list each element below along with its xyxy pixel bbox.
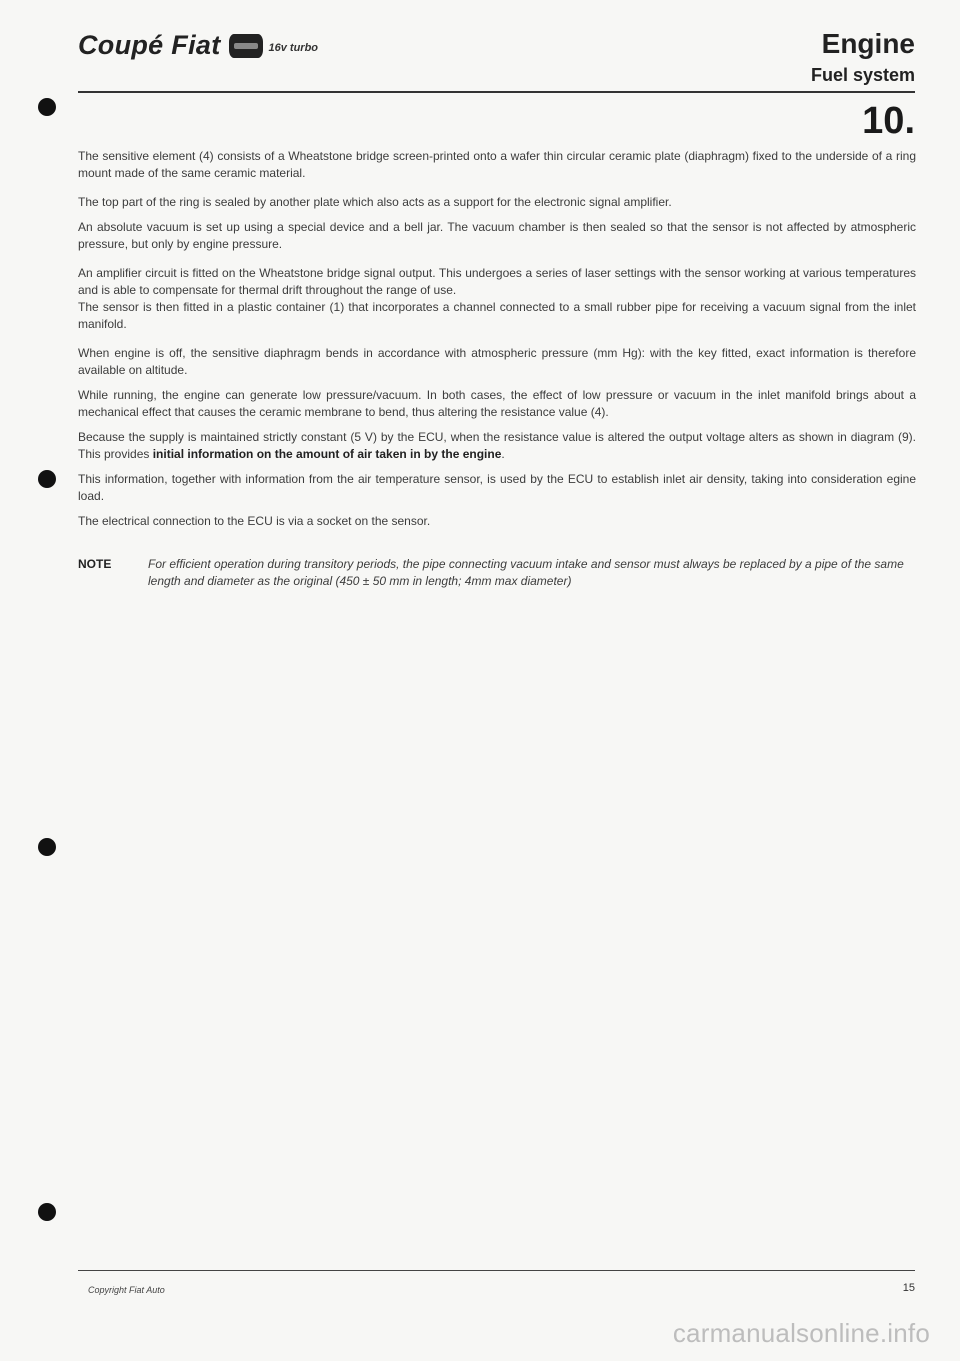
fiat-logo-icon [229,34,263,58]
model-label: 16v turbo [268,41,319,54]
chapter-number: 10. [862,100,915,142]
subsection-title: Fuel system [810,65,915,85]
header-divider [78,91,915,93]
binder-hole [38,1203,56,1221]
footer-divider [78,1270,915,1271]
binder-hole [38,98,56,116]
paragraph: The sensor is then fitted in a plastic container (1) that incorporates a channel connected to a small rubber pipe for receiving a vacuum signal from the inlet manifold. [78,300,916,331]
binder-hole [38,470,56,488]
paragraph: An absolute vacuum is set up using a special device and a bell jar. The vacuum chamber is then sealed so that the sensor is not affected by atmospheric pressure, but only by engine pressure. [78,220,916,251]
copyright-notice: Copyright Fiat Auto [88,1285,165,1295]
note-label: NOTE [78,557,112,571]
watermark: carmanualsonline.info [672,1318,930,1348]
brand-header [78,30,318,61]
paragraph: The sensitive element (4) consists of a Wheatstone bridge screen-printed onto a wafer thin circular ceramic plate (diaphragm) fixed to the underside of a ring mount made of the same ceramic material. [78,149,916,180]
section-title: Engine [821,28,915,59]
paragraph: While running, the engine can generate low pressure/vacuum. In both cases, the effect of low pressure or vacuum in the inlet manifold brings about a mechanical effect that causes the ceramic membrane to bend, thus altering the resistance value (4). [78,388,916,419]
paragraph: The electrical connection to the ECU is via a socket on the sensor. [78,514,431,528]
note-block [78,556,916,590]
page-number: 15 [902,1282,915,1294]
note-text: For efficient operation during transitory periods, the pipe connecting vacuum intake and sensor must always be replaced by a pipe of the same length and diameter as the original (450 ± 50 mm in length; 4mm max diameter) [148,557,904,588]
paragraph-supply [78,429,916,463]
emphasis-text: initial information on the amount of air taken in by the engine [152,447,502,461]
paragraph-end: . [501,447,505,461]
paragraph-text: Because the supply is maintained strictly constant (5 V) by the ECU, when the resistance value is altered the output voltage alters as shown in diagram (9). This provides [78,430,916,461]
paragraph: An amplifier circuit is fitted on the Wheatstone bridge signal output. This undergoes a series of laser settings with the sensor working at various temperatures and is able to compensate for thermal drift throughout the range of use. [78,266,916,297]
binder-hole [38,838,56,856]
paragraph: The top part of the ring is sealed by another plate which also acts as a support for the electronic signal amplifier. [78,195,672,209]
brand-title: Coupé Fiat [78,30,221,60]
paragraph: This information, together with information from the air temperature sensor, is used by the ECU to establish inlet air density, taking into consideration egine load. [78,472,916,503]
paragraph: When engine is off, the sensitive diaphragm bends in accordance with atmospheric pressure (mm Hg): with the key fitted, exact information is therefore available on altitude. [78,346,916,377]
body-text [78,148,916,590]
